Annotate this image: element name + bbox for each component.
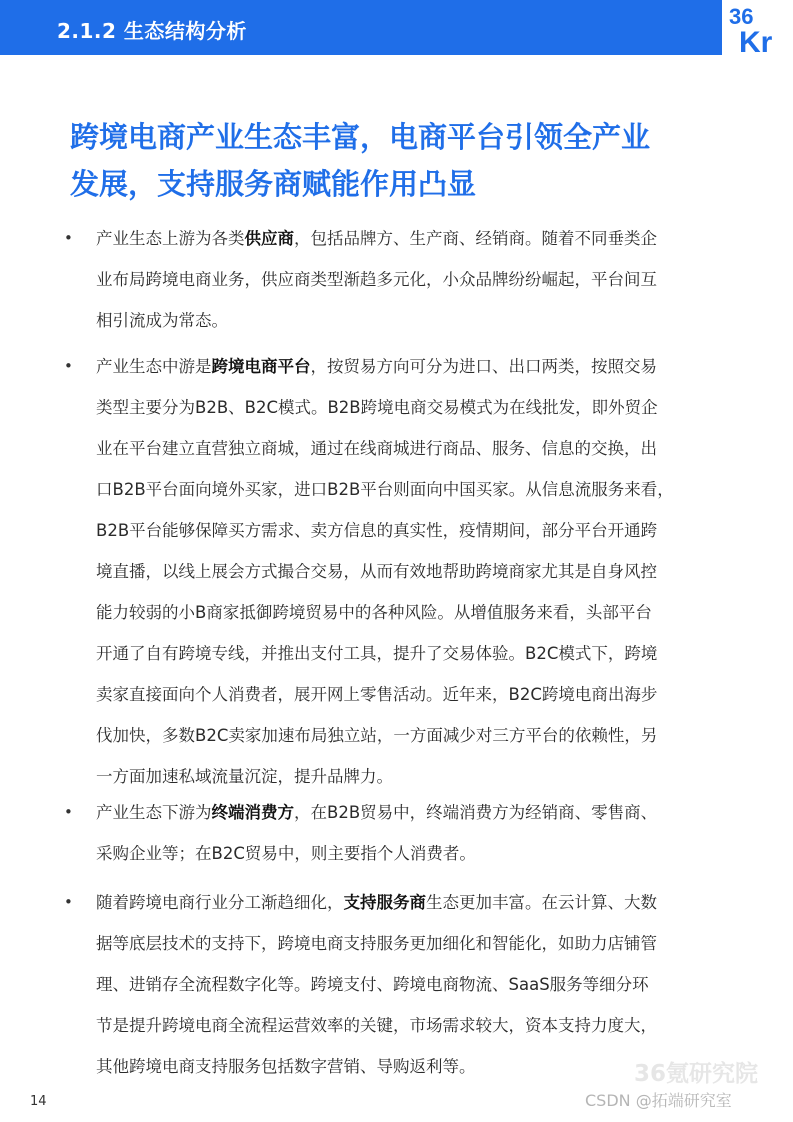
bullet-line xyxy=(96,551,674,592)
text-run: 生态更加丰富。在云计算、大数 xyxy=(426,893,657,912)
bullet-line xyxy=(96,674,674,715)
text-run: 其他跨境电商支持服务包括数字营销、导购返利等。 xyxy=(96,1057,476,1076)
text-run: 境直播，以线上展会方式撮合交易，从而有效地帮助跨境商家尤其是自身风控 xyxy=(96,562,657,581)
text-run: 一方面加速私域流量沉淀，提升品牌力。 xyxy=(96,767,393,786)
text-run: 理、进销存全流程数字化等。跨境支付、跨境电商物流、SaaS服务等细分环 xyxy=(96,975,649,994)
bullet-line xyxy=(96,715,674,756)
bullet-line xyxy=(96,218,657,259)
bold-term: 终端消费方 xyxy=(211,803,294,822)
bullet-text xyxy=(96,882,657,1087)
36kr-logo xyxy=(727,2,793,54)
text-run: 类型主要分为B2B、B2C模式。B2B跨境电商交易模式为在线批发，即外贸企 xyxy=(96,398,658,417)
text-run: B2B平台能够保障买方需求、卖方信息的真实性，疫情期间，部分平台开通跨 xyxy=(96,521,658,540)
bullet-line xyxy=(96,346,674,387)
bullet-line xyxy=(96,259,657,300)
headline-line: 跨境电商产业生态丰富，电商平台引领全产业 xyxy=(70,120,651,154)
text-run: 据等底层技术的支持下，跨境电商支持服务更加细化和智能化，如助力店铺管 xyxy=(96,934,657,953)
text-run: 卖家直接面向个人消费者，展开网上零售活动。近年来，B2C跨境电商出海步 xyxy=(96,685,658,704)
text-run: 相引流成为常态。 xyxy=(96,311,228,330)
bullet-line xyxy=(96,1046,657,1087)
text-run: ，在B2B贸易中，终端消费方为经销商、零售商、 xyxy=(294,803,658,822)
bullet-line xyxy=(96,882,657,923)
bullet-line xyxy=(96,428,674,469)
bullet-line xyxy=(96,633,674,674)
text-run: 业在平台建立直营独立商城，通过在线商城进行商品、服务、信息的交换，出 xyxy=(96,439,657,458)
svg-text:36: 36 xyxy=(729,4,754,29)
section-title: 2.1.2 生态结构分析 xyxy=(57,19,247,43)
page-number: 14 xyxy=(30,1094,47,1109)
bullet-line xyxy=(96,510,674,551)
bullet-text xyxy=(96,218,657,341)
text-run: 采购企业等；在B2C贸易中，则主要指个人消费者。 xyxy=(96,844,476,863)
text-run: 业布局跨境电商业务，供应商类型渐趋多元化，小众品牌纷纷崛起，平台间互 xyxy=(96,270,657,289)
bullet-marker: • xyxy=(64,357,73,375)
bullet-line xyxy=(96,833,657,874)
bullet-text xyxy=(96,792,657,874)
bullet-marker: • xyxy=(64,229,73,247)
research-watermark: 36氪研究院 xyxy=(634,1061,759,1087)
csdn-watermark: CSDN @拓端研究室 xyxy=(585,1091,732,1110)
text-run: 能力较弱的小B商家抵御跨境贸易中的各种风险。从增值服务来看，头部平台 xyxy=(96,603,652,622)
bullet-marker: • xyxy=(64,893,73,911)
text-run: 伐加快，多数B2C卖家加速布局独立站，一方面减少对三方平台的依赖性，另 xyxy=(96,726,658,745)
bullet-line xyxy=(96,923,657,964)
svg-text:Kr: Kr xyxy=(739,26,773,54)
text-run: 节是提升跨境电商全流程运营效率的关键，市场需求较大，资本支持力度大， xyxy=(96,1016,657,1035)
bullet-text xyxy=(96,346,674,797)
bold-term: 支持服务商 xyxy=(343,893,426,912)
bold-term: 供应商 xyxy=(244,229,294,248)
bullet-line xyxy=(96,756,674,797)
bullet-line xyxy=(96,792,657,833)
text-run: ，按贸易方向可分为进口、出口两类，按照交易 xyxy=(310,357,657,376)
headline-line: 发展，支持服务商赋能作用凸显 xyxy=(70,167,477,201)
bold-term: 跨境电商平台 xyxy=(211,357,311,376)
text-run: 产业生态上游为各类 xyxy=(96,229,245,248)
bullet-line xyxy=(96,469,674,510)
bullet-line xyxy=(96,592,674,633)
bullet-line xyxy=(96,964,657,1005)
section-header-bar xyxy=(0,0,722,55)
text-run: 开通了自有跨境专线，并推出支付工具，提升了交易体验。B2C模式下，跨境 xyxy=(96,644,658,663)
bullet-line xyxy=(96,300,657,341)
bullet-line xyxy=(96,387,674,428)
text-run: ，包括品牌方、生产商、经销商。随着不同垂类企 xyxy=(294,229,657,248)
text-run: 随着跨境电商行业分工渐趋细化， xyxy=(96,893,344,912)
text-run: 口B2B平台面向境外买家，进口B2B平台则面向中国买家。从信息流服务来看， xyxy=(96,480,674,499)
text-run: 产业生态中游是 xyxy=(96,357,212,376)
text-run: 产业生态下游为 xyxy=(96,803,212,822)
bullet-line xyxy=(96,1005,657,1046)
bullet-marker: • xyxy=(64,803,73,821)
page-headline xyxy=(70,114,750,208)
